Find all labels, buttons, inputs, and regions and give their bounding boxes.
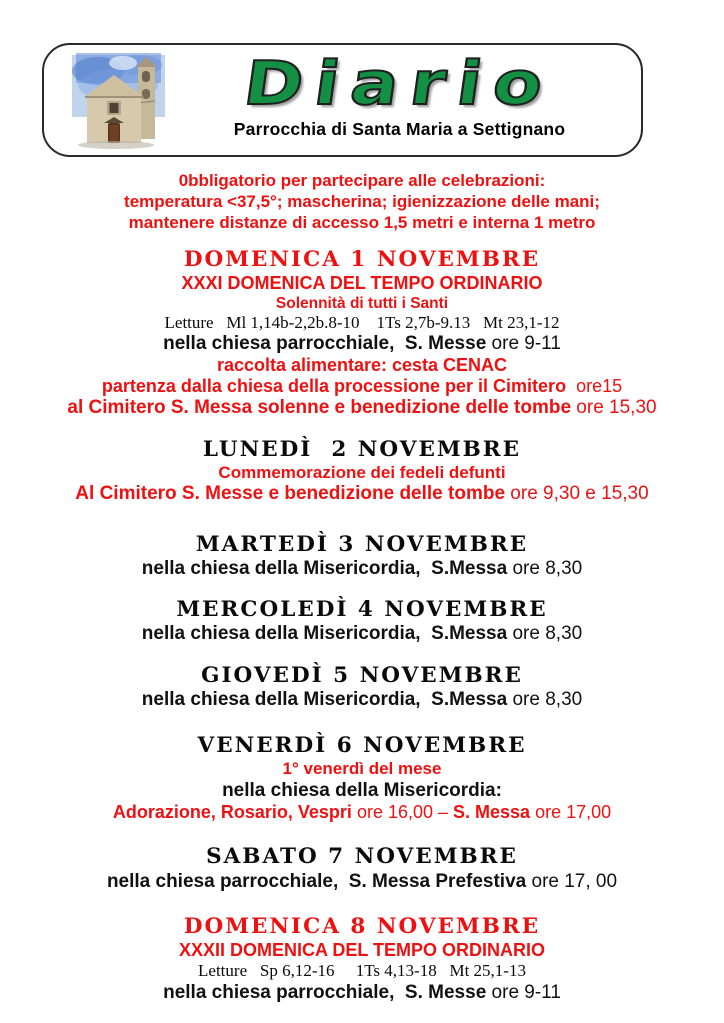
mass-time: ore 9-11 [486, 982, 561, 1003]
day-title: MARTEDÌ 3 NOVEMBRE [195, 532, 529, 557]
day-title: GIOVEDÌ 5 NOVEMBRE [201, 663, 523, 688]
schedule-line [0, 802, 724, 823]
food-drive-line: raccolta alimentare: cesta CENAC [216, 355, 508, 375]
cemetery-mass-time: ore 15,30 [571, 397, 657, 418]
mass-time: ore 17,00 [530, 802, 612, 822]
procession-line [0, 376, 724, 397]
day-title: VENERDÌ 6 NOVEMBRE [197, 733, 527, 758]
covid-notice [0, 170, 724, 233]
day-title: DOMENICA 8 NOVEMBRE [183, 914, 541, 939]
mass-place: nella chiesa della Misericordia, S.Messa [141, 623, 508, 644]
mass-place: nella chiesa parrocchiale, S. Messa Prefestiva [106, 871, 527, 892]
day-section-mercoledi-4 [0, 597, 724, 645]
day-section-domenica-8 [0, 914, 724, 1004]
page-title: Diario [239, 49, 560, 119]
mass-place: nella chiesa parrocchiale, S. Messe [163, 333, 487, 354]
mass-time: ore 17, 00 [526, 871, 618, 892]
day-section-lunedi-2 [0, 437, 724, 505]
mass-place: nella chiesa parrocchiale, S. Messe [163, 982, 487, 1003]
day-section-venerdi-6 [0, 733, 724, 823]
mass-place-line: nella chiesa della Misericordia: [222, 780, 502, 801]
day-title: SABATO 7 NOVEMBRE [206, 844, 518, 869]
day-title: MERCOLEDÌ 4 NOVEMBRE [176, 597, 548, 622]
cemetery-mass-time: ore 9,30 e 15,30 [505, 483, 649, 504]
mass-line [0, 623, 724, 645]
day-section-domenica-1 [0, 247, 724, 419]
day-section-giovedi-5 [0, 663, 724, 711]
mass-place: nella chiesa della Misericordia, S.Messa [141, 689, 508, 710]
day-subtitle: XXXI DOMENICA DEL TEMPO ORDINARIO [181, 273, 543, 293]
mass-text: S. Messa [453, 802, 531, 822]
day-title: LUNEDÌ 2 NOVEMBRE [202, 437, 522, 462]
cemetery-mass-text: al Cimitero S. Messa solenne e benedizione delle tombe [67, 397, 572, 418]
mass-time: ore 9-11 [486, 333, 561, 354]
mass-line [0, 981, 724, 1004]
cemetery-mass-text: Al Cimitero S. Messe e benedizione delle tombe [75, 483, 506, 504]
mass-line [0, 333, 724, 355]
devotions-time: ore 16,00 – [351, 802, 454, 822]
cemetery-mass-line [0, 483, 724, 505]
day-subtitle: 1° venerdì del mese [282, 759, 442, 778]
notice-line: 0bbligatorio per partecipare alle celebrazioni: [178, 171, 546, 190]
readings-line: Letture Ml 1,14b-2,2b.8-10 1Ts 2,7b-9.13 Mt 23,1-12 [164, 313, 560, 332]
mass-line [0, 689, 724, 711]
mass-time: ore 8,30 [507, 623, 583, 644]
mass-line [0, 870, 724, 893]
notice-line: mantenere distanze di accesso 1,5 metri e interna 1 metro [128, 213, 596, 232]
readings-line: Letture Sp 6,12-16 1Ts 4,13-18 Mt 25,1-13 [198, 961, 526, 980]
procession-text: partenza dalla chiesa della processione per il Cimitero [101, 376, 567, 396]
day-title: DOMENICA 1 NOVEMBRE [183, 247, 541, 272]
parish-name: Parrocchia di Santa Maria a Settignano [233, 119, 566, 139]
day-subtitle: XXXII DOMENICA DEL TEMPO ORDINARIO [178, 940, 546, 960]
day-section-sabato-7 [0, 844, 724, 893]
day-section-martedi-3 [0, 532, 724, 580]
cemetery-mass-line [0, 397, 724, 419]
mass-line [0, 558, 724, 580]
feast-name: Solennità di tutti i Santi [275, 295, 449, 312]
mass-time: ore 8,30 [507, 558, 583, 579]
notice-line: temperatura <37,5°; mascherina; igienizzazione delle mani; [124, 192, 600, 211]
procession-time: ore15 [566, 376, 623, 396]
mass-place: nella chiesa della Misericordia, S.Messa [141, 558, 508, 579]
mass-time: ore 8,30 [507, 689, 583, 710]
day-subtitle: Commemorazione dei fedeli defunti [218, 463, 506, 482]
devotions-text: Adorazione, Rosario, Vespri [112, 802, 352, 822]
